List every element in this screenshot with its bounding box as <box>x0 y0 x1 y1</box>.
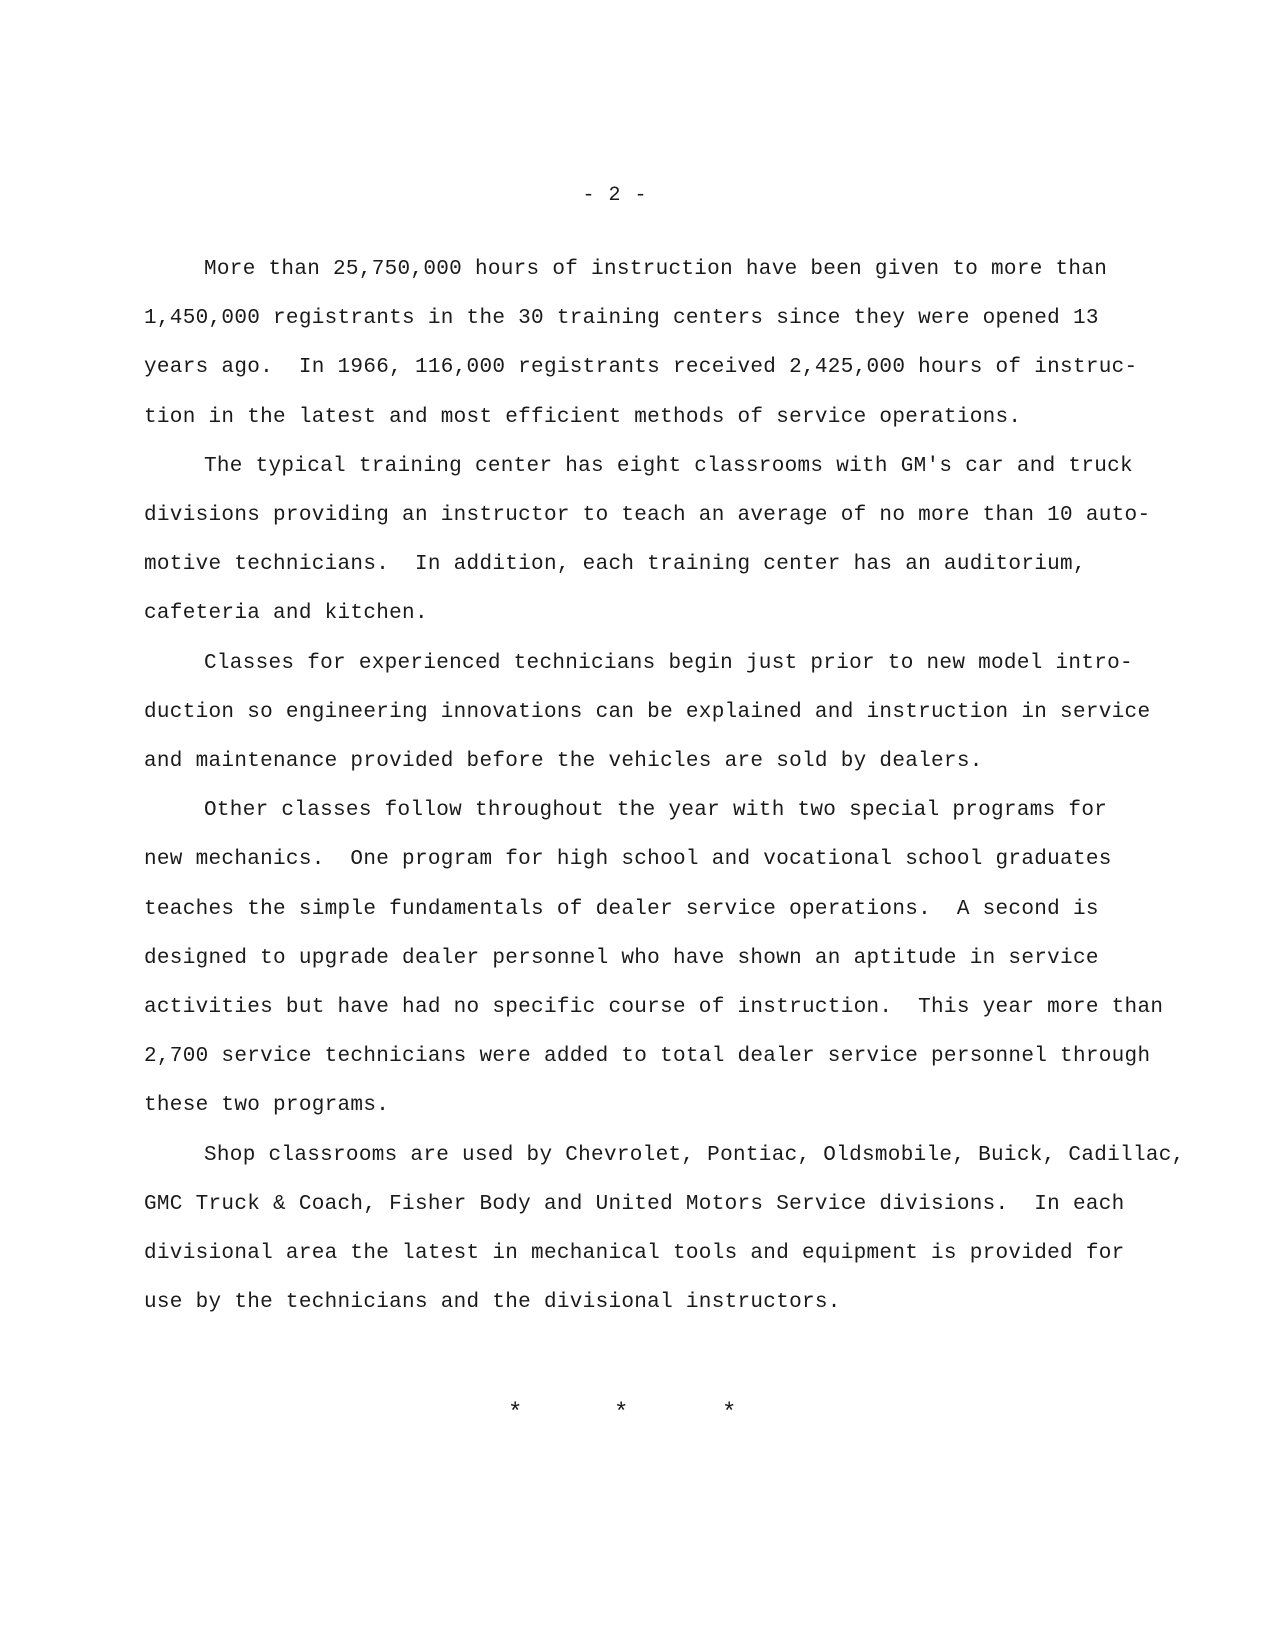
text-line: divisional area the latest in mechanical tools and equipment is provided for <box>144 1242 1125 1265</box>
text-line: GMC Truck & Coach, Fisher Body and United Motors Service divisions. In each <box>144 1193 1125 1216</box>
text-line: and maintenance provided before the vehicles are sold by dealers. <box>144 750 983 773</box>
text-line: these two programs. <box>144 1094 390 1117</box>
text-line: cafeteria and kitchen. <box>144 602 428 625</box>
text-line: designed to upgrade dealer personnel who have shown an aptitude in service <box>144 947 1099 970</box>
section-end-marks <box>0 1402 1275 1432</box>
page-number: - 2 - <box>582 184 648 207</box>
text-line: Classes for experienced technicians begin just prior to new model intro- <box>204 652 1133 675</box>
text-line: Other classes follow throughout the year with two special programs for <box>204 799 1108 822</box>
text-line: teaches the simple fundamentals of dealer service operations. A second is <box>144 898 1099 921</box>
text-line: divisions providing an instructor to teach an average of no more than 10 auto- <box>144 504 1151 527</box>
text-line: new mechanics. One program for high school and vocational school graduates <box>144 848 1112 871</box>
text-line: 2,700 service technicians were added to total dealer service personnel through <box>144 1045 1151 1068</box>
text-line: tion in the latest and most efficient methods of service operations. <box>144 406 1022 429</box>
text-line: motive technicians. In addition, each training center has an auditorium, <box>144 553 1086 576</box>
text-line: More than 25,750,000 hours of instruction have been given to more than <box>204 258 1108 281</box>
text-line: The typical training center has eight classrooms with GM's car and truck <box>204 455 1133 478</box>
text-line: years ago. In 1966, 116,000 registrants received 2,425,000 hours of instruc- <box>144 356 1138 379</box>
asterisk-mark: * <box>722 1400 737 1427</box>
text-line: duction so engineering innovations can be explained and instruction in service <box>144 701 1151 724</box>
text-line: activities but have had no specific course of instruction. This year more than <box>144 996 1164 1019</box>
text-line: Shop classrooms are used by Chevrolet, Pontiac, Oldsmobile, Buick, Cadillac, <box>204 1144 1185 1167</box>
text-line: use by the technicians and the divisional instructors. <box>144 1291 841 1314</box>
asterisk-mark: * <box>614 1400 629 1427</box>
text-line: 1,450,000 registrants in the 30 training centers since they were opened 13 <box>144 307 1099 330</box>
asterisk-mark: * <box>508 1400 523 1427</box>
